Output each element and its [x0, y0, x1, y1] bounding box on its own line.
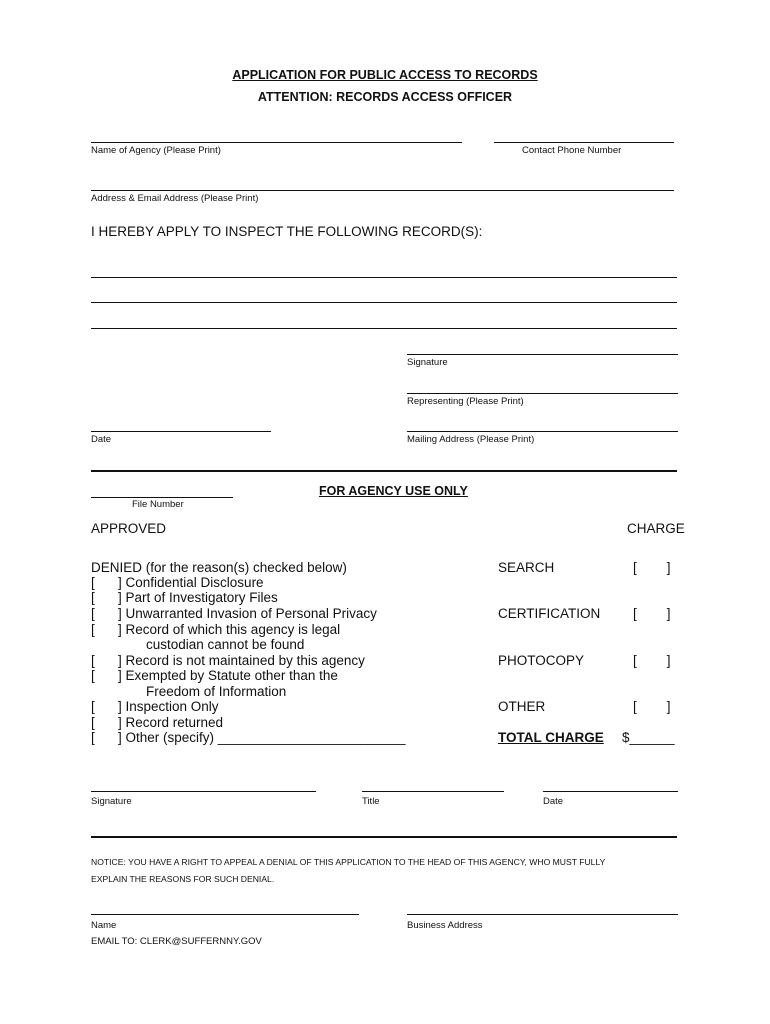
- applicant-date-field[interactable]: [91, 431, 271, 432]
- business-address-field[interactable]: [407, 914, 678, 915]
- notice-divider: [91, 836, 677, 838]
- name-field[interactable]: [91, 914, 359, 915]
- file-number-label: File Number: [132, 499, 184, 510]
- notice-line-1: NOTICE: YOU HAVE A RIGHT TO APPEAL A DENIAL OF THIS APPLICATION TO THE HEAD OF THIS AGENCY, WHO MUST FULLY: [91, 857, 606, 867]
- representing-field[interactable]: [407, 393, 678, 394]
- charge-other-label: OTHER: [498, 699, 546, 714]
- charge-certification-label: CERTIFICATION: [498, 606, 601, 621]
- officer-title-label: Title: [362, 796, 380, 807]
- reason-bracket-7[interactable]: [: [91, 699, 95, 714]
- reason-inspection: ] Inspection Only: [118, 699, 219, 714]
- total-charge-label: TOTAL CHARGE: [498, 730, 604, 745]
- officer-signature-label: Signature: [91, 796, 132, 807]
- reason-bracket-5[interactable]: [: [91, 653, 95, 668]
- record-line-3[interactable]: [91, 328, 677, 329]
- reason-bracket-4[interactable]: [: [91, 622, 95, 637]
- reason-bracket-1[interactable]: [: [91, 575, 95, 590]
- mailing-address-label: Mailing Address (Please Print): [407, 434, 535, 445]
- applicant-signature-label: Signature: [407, 357, 448, 368]
- business-address-label: Business Address: [407, 920, 483, 931]
- applicant-date-label: Date: [91, 434, 112, 445]
- contact-phone-label: Contact Phone Number: [522, 145, 622, 156]
- charge-photocopy-box[interactable]: [ ]: [633, 653, 671, 668]
- contact-phone-field[interactable]: [494, 142, 674, 143]
- reason-returned: ] Record returned: [118, 715, 224, 730]
- approved-label: APPROVED: [91, 521, 167, 536]
- notice-line-2: EXPLAIN THE REASONS FOR SUCH DENIAL.: [91, 874, 275, 884]
- agency-name-label: Name of Agency (Please Print): [91, 145, 221, 156]
- officer-signature-field[interactable]: [91, 791, 316, 792]
- reason-custodian-cont: custodian cannot be found: [146, 637, 305, 652]
- charge-certification-box[interactable]: [ ]: [633, 606, 671, 621]
- reason-other[interactable]: ] Other (specify) _________________________: [118, 730, 406, 745]
- charge-search-box[interactable]: [ ]: [633, 560, 671, 575]
- charge-other-box[interactable]: [ ]: [633, 699, 671, 714]
- section-divider: [91, 470, 677, 472]
- reason-investigatory: ] Part of Investigatory Files: [118, 590, 278, 605]
- mailing-address-field[interactable]: [407, 431, 678, 432]
- file-number-field[interactable]: [91, 497, 233, 498]
- agency-use-heading: FOR AGENCY USE ONLY: [319, 484, 468, 498]
- officer-title-field[interactable]: [362, 791, 504, 792]
- name-label: Name: [91, 920, 117, 931]
- reason-not-maintained: ] Record is not maintained by this agency: [118, 653, 365, 668]
- denied-label: DENIED (for the reason(s) checked below): [91, 560, 347, 575]
- reason-statute-cont: Freedom of Information: [146, 684, 287, 699]
- form-subtitle: ATTENTION: RECORDS ACCESS OFFICER: [257, 90, 513, 104]
- reason-bracket-6[interactable]: [: [91, 668, 95, 683]
- reason-custodian: ] Record of which this agency is legal: [118, 622, 341, 637]
- reason-bracket-8[interactable]: [: [91, 715, 95, 730]
- email-to-text: EMAIL TO: CLERK@SUFFERNNY.GOV: [91, 936, 262, 947]
- reason-bracket-2[interactable]: [: [91, 590, 95, 605]
- charge-label: CHARGE: [627, 521, 685, 536]
- agency-name-field[interactable]: [91, 142, 462, 143]
- charge-photocopy-label: PHOTOCOPY: [498, 653, 585, 668]
- officer-date-field[interactable]: [543, 791, 678, 792]
- reason-statute: ] Exempted by Statute other than the: [118, 668, 338, 683]
- reason-privacy: ] Unwarranted Invasion of Personal Privacy: [118, 606, 377, 621]
- reason-bracket-3[interactable]: [: [91, 606, 95, 621]
- representing-label: Representing (Please Print): [407, 396, 524, 407]
- applicant-signature-field[interactable]: [407, 354, 678, 355]
- address-email-label: Address & Email Address (Please Print): [91, 193, 259, 204]
- form-title: APPLICATION FOR PUBLIC ACCESS TO RECORDS: [232, 68, 538, 82]
- total-charge-value[interactable]: $______: [622, 730, 675, 745]
- request-heading: I HEREBY APPLY TO INSPECT THE FOLLOWING RECORD(S):: [91, 224, 483, 239]
- record-line-2[interactable]: [91, 302, 677, 303]
- reason-confidential: ] Confidential Disclosure: [118, 575, 264, 590]
- charge-search-label: SEARCH: [498, 560, 555, 575]
- officer-date-label: Date: [543, 796, 564, 807]
- reason-bracket-9[interactable]: [: [91, 730, 95, 745]
- address-email-field[interactable]: [91, 190, 674, 191]
- record-line-1[interactable]: [91, 277, 677, 278]
